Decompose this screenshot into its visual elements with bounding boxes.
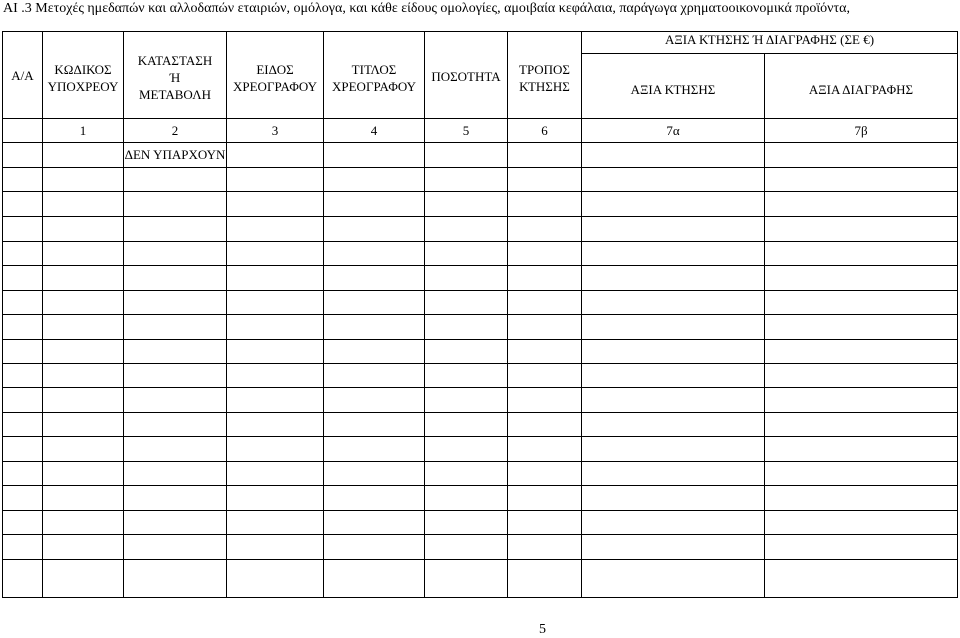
row-line — [2, 241, 957, 242]
document-title: ΑΙ .3 Μετοχές ημεδαπών και αλλοδαπών εταιριών, ομόλογα, και κάθε είδους ομολογίες, αμοιβαία κεφάλαια, παράγωγα χρηματοοικονομικά προϊόντα, — [3, 1, 850, 16]
header-acquisition — [508, 61, 581, 95]
header-value-deletion: ΑΞΙΑ ΔΙΑΓΡΑΦΗΣ — [808, 82, 914, 97]
column-number: 2 — [171, 123, 179, 138]
header-title — [324, 61, 424, 95]
row-line — [2, 167, 957, 168]
header-acquisition-line: ΚΤΗΣΗΣ — [519, 79, 570, 94]
row-line — [2, 339, 957, 340]
column-number: 7α — [666, 123, 680, 138]
column-number: 1 — [79, 123, 87, 138]
header-title-line: ΤΙΤΛΟΣ — [351, 62, 397, 77]
table-border-bottom — [2, 597, 957, 598]
column-divider — [507, 31, 508, 598]
column-number: 5 — [462, 123, 470, 138]
column-number: 6 — [541, 123, 548, 138]
column-number: 7β — [854, 123, 868, 138]
header-status-line: ΜΕΤΑΒΟΛΗ — [138, 87, 212, 102]
column-number: 4 — [370, 123, 378, 138]
header-aa: Α/Α — [11, 68, 34, 83]
row-line — [2, 436, 957, 437]
header-quantity: ΠΟΣΟΤΗΤΑ — [431, 69, 501, 84]
header-value-group: ΑΞΙΑ ΚΤΗΣΗΣ Ή ΔΙΑΓΡΑΦΗΣ (ΣΕ €) — [664, 32, 875, 47]
row-line — [2, 534, 957, 535]
numbers-row-line — [2, 142, 957, 143]
column-divider — [42, 31, 43, 598]
table-border-right — [957, 31, 958, 598]
row-line — [2, 559, 957, 560]
column-divider — [226, 31, 227, 598]
row-line — [2, 387, 957, 388]
table-border-left — [2, 31, 3, 598]
column-divider — [424, 31, 425, 598]
header-code-line: ΚΩΔΙΚΟΣ — [54, 62, 112, 77]
row-line — [2, 510, 957, 511]
row-line — [2, 412, 957, 413]
row-line — [2, 461, 957, 462]
header-status-line: ΚΑΤΑΣΤΑΣΗ — [137, 53, 213, 68]
row-line — [2, 363, 957, 364]
header-type-line: ΧΡΕΟΓΡΑΦΟΥ — [233, 79, 317, 94]
header-title-line: ΧΡΕΟΓΡΑΦΟΥ — [332, 79, 416, 94]
header-acquisition-line: ΤΡΟΠΟΣ — [519, 62, 570, 77]
column-number: 3 — [271, 123, 279, 138]
row-line — [2, 265, 957, 266]
table-cell-code: ΔΕΝ ΥΠΑΡΧΟΥΝ — [124, 147, 226, 162]
header-code-line: ΥΠΟΧΡΕΟΥ — [47, 79, 119, 94]
header-status — [124, 52, 226, 103]
row-line — [2, 314, 957, 315]
column-divider — [323, 31, 324, 598]
page-number: 5 — [539, 622, 546, 637]
row-line — [2, 216, 957, 217]
row-line — [2, 191, 957, 192]
header-sub-divider — [581, 53, 957, 54]
header-value-acquisition: ΑΞΙΑ ΚΤΗΣΗΣ — [630, 82, 716, 97]
row-line — [2, 290, 957, 291]
column-divider — [581, 31, 582, 598]
header-status-line: Ή — [169, 70, 181, 85]
row-line — [2, 485, 957, 486]
header-type-line: ΕΙΔΟΣ — [256, 62, 294, 77]
header-bottom-line — [2, 118, 957, 119]
column-divider — [123, 31, 124, 598]
header-type — [227, 61, 323, 95]
header-code — [43, 61, 123, 95]
